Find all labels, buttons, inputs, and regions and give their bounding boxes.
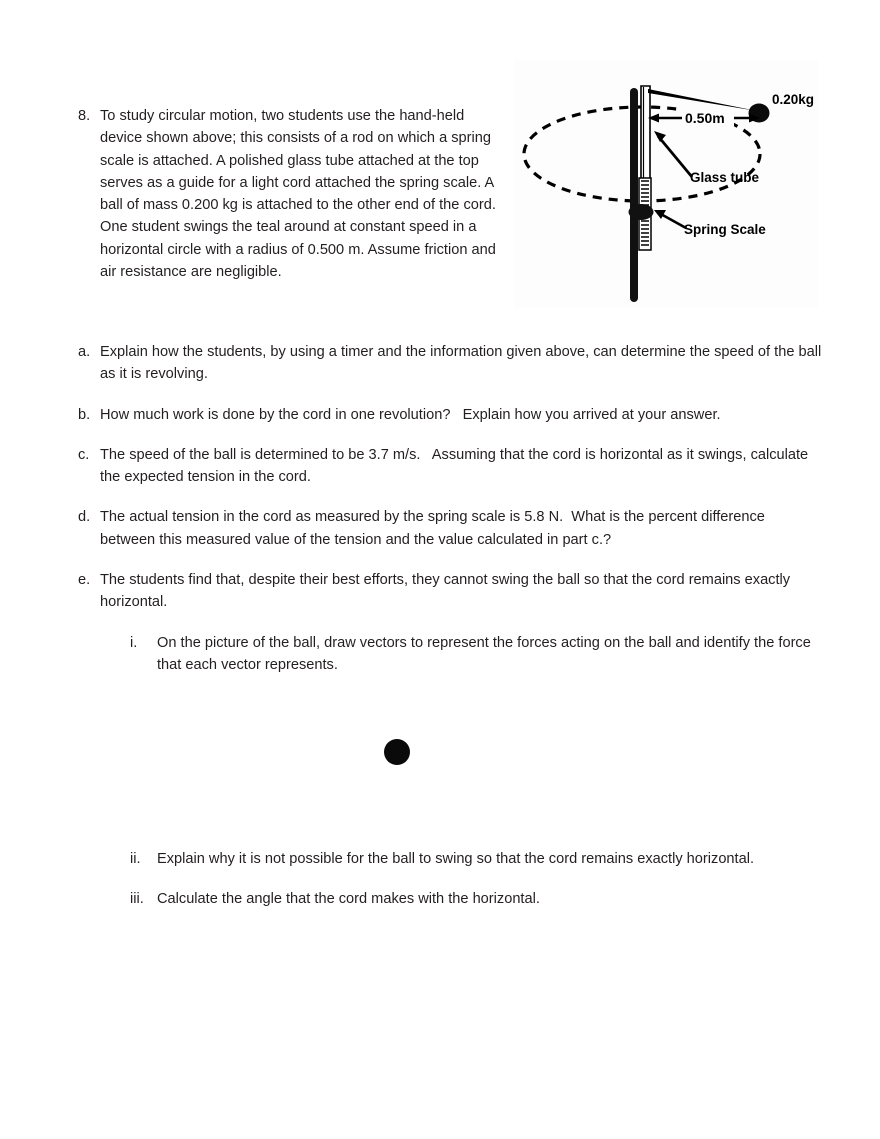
item-marker-b: b.	[78, 406, 91, 423]
item-marker-c: c.	[78, 446, 90, 463]
spring-scale-knob	[629, 204, 654, 220]
rod-shape	[630, 88, 638, 302]
subitem-marker-iii: iii.	[130, 891, 144, 908]
ball-diagram-for-force-vectors	[384, 739, 410, 765]
item-marker-a: a.	[78, 344, 91, 360]
list-item	[78, 404, 822, 426]
sub-items-list-tail	[130, 848, 830, 929]
sub-list-item	[130, 848, 830, 870]
item-text-e: The students find that, despite their best efforts, they cannot swing the ball so that the cord remains exactly horizontal.	[100, 572, 795, 611]
subitem-text-iii: Calculate the angle that the cord makes with the horizontal.	[157, 891, 540, 908]
spring-scale-label: Spring Scale	[684, 222, 766, 237]
item-text-c: The speed of the ball is determined to be 3.7 m/s. Assuming that the cord is horizontal as it swings, calculate the expected tension in the cord.	[100, 446, 813, 486]
sub-items-list	[130, 632, 822, 677]
item-marker-e: e.	[78, 572, 91, 589]
item-text-d: The actual tension in the cord as measured by the spring scale is 5.8 N. What is the percent difference between this measured value of the tension and the value calculated in part c.?	[100, 509, 769, 548]
item-marker-d: d.	[78, 509, 91, 526]
list-item	[78, 444, 822, 489]
subitem-text-i: On the picture of the ball, draw vectors to represent the forces acting on the ball and identify the force that each vector represents.	[157, 634, 815, 673]
glass-tube-label: Glass tube	[690, 170, 760, 185]
sub-list-item	[130, 888, 830, 910]
list-item	[78, 341, 826, 386]
sub-list-item	[130, 632, 822, 677]
subitem-marker-i: i.	[130, 634, 138, 651]
lettered-items-list	[78, 341, 826, 694]
item-text-b: How much work is done by the cord in one revolution? Explain how you arrived at your answer.	[100, 406, 721, 423]
circular-motion-device-figure	[514, 60, 818, 308]
subitem-text-ii: Explain why it is not possible for the ball to swing so that the cord remains exactly horizontal.	[157, 851, 755, 867]
list-item	[78, 506, 822, 551]
problem-number: 8.	[78, 108, 91, 124]
problem-8-statement	[78, 105, 498, 283]
problem-row	[78, 105, 498, 283]
problem-text: To study circular motion, two students use the hand-held device shown above; this consists of a rod on which a spring scale is attached. A polished glass tube attached at the top serves as a guide for a light cord attached the spring scale. A ball of mass 0.200 kg is attached to the other end of the cord. One student swings the teal around at constant speed in a horizontal circle with a radius of 0.500 m. Assume friction and air resistance are negligible.	[100, 108, 500, 281]
force-vector-drawing-area	[0, 700, 880, 820]
mass-label: 0.20kg	[772, 92, 815, 107]
subitem-marker-ii: ii.	[130, 851, 141, 867]
item-text-a: Explain how the students, by using a timer and the information given above, can determine the speed of the ball as it is revolving.	[100, 344, 826, 383]
list-item	[78, 569, 822, 614]
radius-label: 0.50m	[685, 110, 725, 126]
